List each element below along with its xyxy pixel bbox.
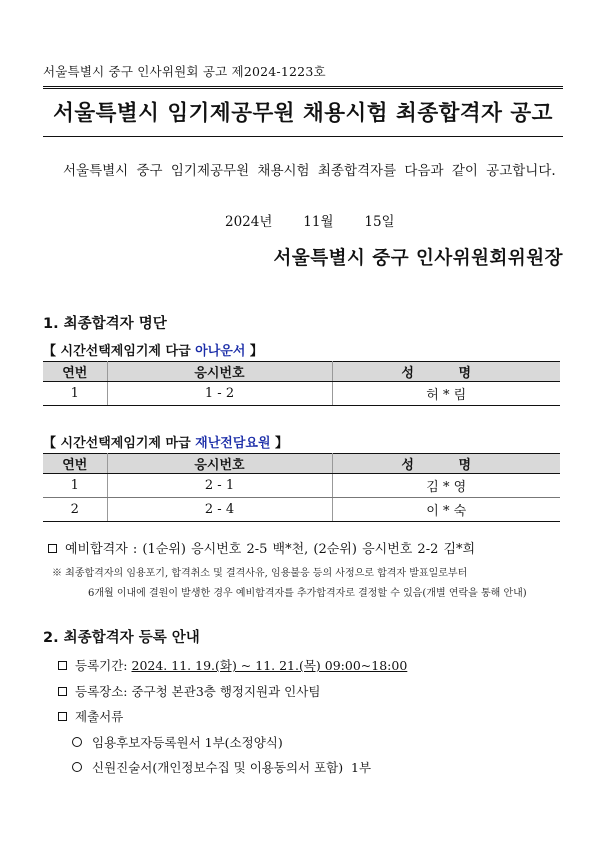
section1-title: 1. 최종합격자 명단 — [43, 316, 167, 332]
cell-name: 허 * 림 — [332, 382, 560, 406]
category-suffix: 】 — [270, 436, 289, 451]
header-name: 성 명 — [332, 362, 560, 382]
checkbox-square-icon — [58, 712, 67, 721]
notice-date: 2024년 11월 15일 — [225, 214, 395, 230]
table-row — [43, 498, 560, 522]
cell-exam-number: 2 - 4 — [107, 498, 332, 522]
cell-exam-number: 1 - 2 — [107, 382, 332, 406]
header-serial: 연번 — [43, 454, 107, 474]
documents-heading — [58, 707, 123, 725]
checkbox-square-icon — [58, 687, 67, 696]
document-text: 임용후보자등록원서 1부(소정양식) — [92, 735, 283, 750]
cell-name: 이 * 숙 — [332, 498, 560, 522]
docs-label: 제출서류 — [75, 709, 124, 724]
cell-serial: 1 — [43, 382, 107, 406]
registration-place — [58, 682, 320, 700]
cell-name: 김 * 영 — [332, 474, 560, 498]
reserve-text: 예비합격자 : (1순위) 응시번호 2-5 백*천, (2순위) 응시번호 2-2 김*희 — [65, 542, 476, 557]
header-name: 성 명 — [332, 454, 560, 474]
title-rule-top — [43, 86, 563, 89]
place-text: 등록장소: 중구청 본관3층 행정지원과 인사팀 — [75, 684, 321, 699]
table-row — [43, 474, 560, 498]
table-row — [43, 382, 560, 406]
notice-number: 서울특별시 중구 인사위원회 공고 제2024-1223호 — [43, 64, 326, 79]
cell-serial: 1 — [43, 474, 107, 498]
category-prefix: 【 시간선택제임기제 다급 — [43, 344, 196, 359]
cell-serial: 2 — [43, 498, 107, 522]
section2-title: 2. 최종합격자 등록 안내 — [43, 630, 200, 646]
table-announcer — [43, 361, 560, 406]
document-text: 신원진술서(개인정보수집 및 이용동의서 포함) 1부 — [92, 760, 372, 775]
header-serial: 연번 — [43, 362, 107, 382]
table-disaster — [43, 453, 560, 522]
table-header-row — [43, 362, 560, 382]
header-exam-number: 응시번호 — [107, 454, 332, 474]
header-exam-number: 응시번호 — [107, 362, 332, 382]
category-suffix: 】 — [245, 344, 263, 359]
footnote-line: ※ 최종합격자의 임용포기, 합격취소 및 결격사유, 임용불응 등의 사정으로 합격자 발표일로부터 — [52, 568, 468, 579]
category-prefix: 【 시간선택제임기제 마급 — [43, 436, 196, 451]
checkbox-square-icon — [58, 661, 67, 670]
signer: 서울특별시 중구 인사위원회위원장 — [273, 248, 563, 269]
category-highlight: 재난전담요원 — [195, 436, 271, 451]
category-title-disaster — [43, 432, 288, 451]
reserve-passers — [48, 538, 475, 557]
table-header-row — [43, 454, 560, 474]
category-title-announcer — [43, 340, 263, 359]
footnote-line: 6개월 이내에 결원이 발생한 경우 예비합격자를 추가합격자로 결정할 수 있음(개별 연락을 통해 안내) — [88, 588, 527, 599]
page-title: 서울특별시 임기제공무원 채용시험 최종합격자 공고 — [53, 101, 553, 126]
document-item — [72, 758, 371, 776]
period-label: 등록기간: — [75, 658, 132, 673]
circle-bullet-icon — [72, 737, 82, 747]
period-value: 2024. 11. 19.(화) ~ 11. 21.(목) 09:00~18:00 — [131, 658, 408, 673]
intro-paragraph: 서울특별시 중구 임기제공무원 채용시험 최종합격자를 다음과 같이 공고합니다. — [63, 163, 556, 179]
registration-period — [58, 656, 407, 674]
cell-exam-number: 2 - 1 — [107, 474, 332, 498]
footnote — [52, 564, 564, 604]
circle-bullet-icon — [72, 762, 82, 772]
document-item — [72, 733, 283, 751]
title-rule-bottom — [43, 136, 563, 137]
checkbox-square-icon — [48, 544, 57, 553]
category-highlight: 아나운서 — [195, 344, 246, 359]
